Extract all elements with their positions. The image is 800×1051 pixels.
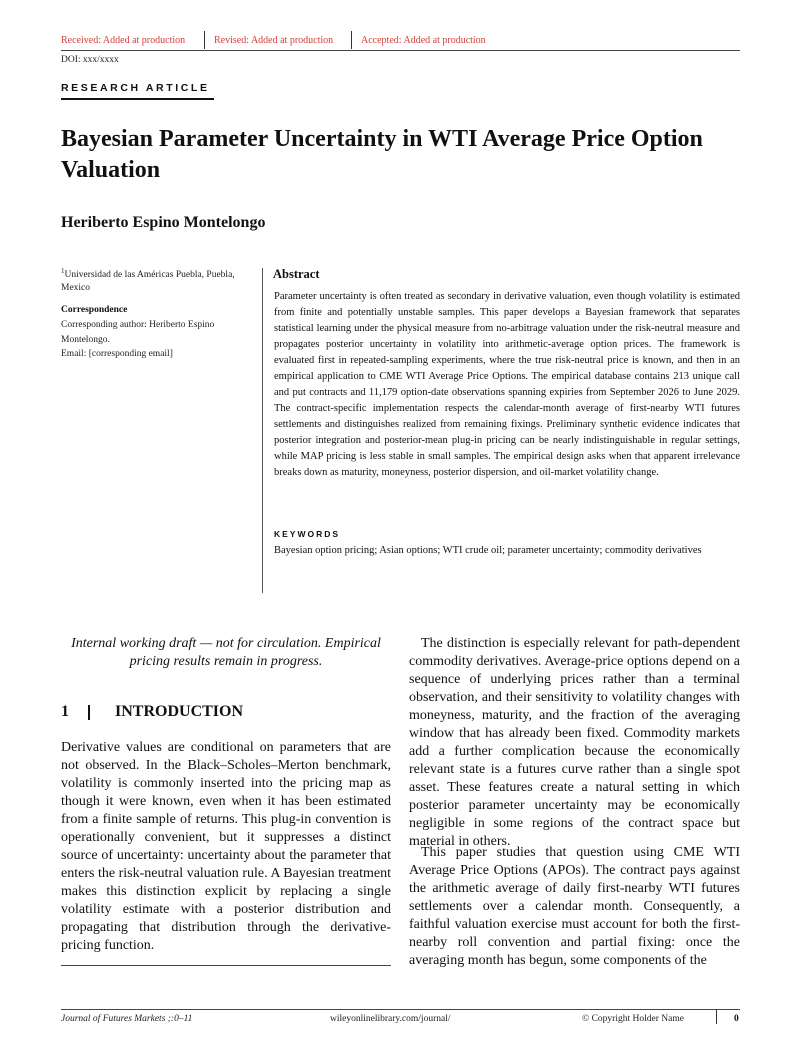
footer-rule [61, 1009, 740, 1010]
affiliation-marker: 1 [61, 267, 65, 275]
affiliation-text: Universidad de las Américas Puebla, Puebla, Mexico [61, 270, 235, 294]
affiliation [61, 265, 256, 295]
corresponding-author: Corresponding author: Heriberto Espino Montelongo. [61, 320, 215, 345]
intro-paragraph-1: Derivative values are conditional on parameters that are not observed. In the Black–Scholes–Merton benchmark, volatility is commonly inserted into the pricing map as though it were known, even when it has been estimated from a finite sample of returns. This plug-in convention is operationally convenient, but it suppresses a distinct source of uncertainty: uncertainty about the parameter that enters the risk-neutral valuation rule. A Bayesian treatment makes this distinction explicit by replacing a single volatility estimate with a posterior distribution and propagating that distribution through the derivative-pricing function. [61, 740, 391, 953]
article-type: RESEARCH ARTICLE [61, 82, 210, 94]
copyright: © Copyright Holder Name [582, 1014, 684, 1024]
abstract-heading: Abstract [273, 267, 320, 281]
abstract-divider [262, 268, 263, 593]
keywords-heading: KEYWORDS [274, 529, 341, 539]
publication-dates [61, 31, 740, 51]
paper-title: Bayesian Parameter Uncertainty in WTI Average Price Option Valuation [61, 126, 703, 183]
corresponding-email: Email: [corresponding email] [61, 349, 173, 359]
date-divider [351, 31, 352, 49]
correspondence-block [61, 318, 256, 362]
header-rule [61, 50, 740, 51]
page-number: 0 [734, 1014, 739, 1024]
section-divider [88, 705, 90, 720]
correspondence-heading: Correspondence [61, 305, 128, 315]
author-name: Heriberto Espino Montelongo [61, 214, 266, 231]
article-type-underline [61, 98, 214, 100]
accepted-date: Accepted: Added at production [361, 35, 486, 46]
abstract-text: Parameter uncertainty is often treated as secondary in derivative valuation, even though volatility is estimated from finite and potentially unstable samples. This paper develops a Bayesian framework that separates statistical learning under the physical measure from no-arbitrage valuation under the risk-neutral measure and propagates posterior uncertainty in volatility into arithmetic-average option prices. The framework is evaluated first in repeated-sampling experiments, where the true risk-neutral price is known, and then in an empirical application to CME WTI Average Price Options. The empirical database contains 213 unique call and put contracts and 11,179 option-date observations spanning expiries from September 2026 to June 2029. The contract-specific implementation respects the calendar-month average of first-nearby WTI futures settlements and distinguishes realized from remaining fixings. Preliminary synthetic evidence indicates that posterior integration and posterior-mean plug-in pricing can be nearly indistinguishable in regular settings, while MAP pricing is less stable in small samples. The empirical design asks when that apparent irrelevance breaks down as maturity, moneyness, posterior dispersion, and oil-market volatility change. [274, 291, 740, 478]
date-divider [204, 31, 205, 49]
column-end-rule [61, 965, 391, 966]
section-title: INTRODUCTION [115, 703, 244, 720]
doi: DOI: xxx/xxxx [61, 55, 119, 65]
footer-divider [716, 1010, 717, 1024]
revised-date: Revised: Added at production [214, 35, 334, 46]
intro-paragraph-2: The distinction is especially relevant for path-dependent commodity derivatives. Average-price options depend on a sequence of underlying prices rather than a terminal observation, and their sensitivity to volatility changes with moneyness, maturity, and the fraction of the averaging window that has already been fixed. Commodity markets add a further complication because the economically relevant state is a futures curve rather than a single spot asset. These features create a natural setting in which posterior parameter uncertainty may be economically negligible in some regions of the contract space but material in others. [409, 636, 740, 849]
keywords-text: Bayesian option pricing; Asian options; WTI crude oil; parameter uncertainty; commodity derivatives [274, 545, 702, 556]
section-number: 1 [61, 703, 69, 720]
intro-paragraph-3: This paper studies that question using CME WTI Average Price Options (APOs). The contract pays against the arithmetic average of daily first-nearby WTI futures settlements over a calendar month. Consequently, a faithful valuation exercise must account for both the first-nearby roll convention and partial fixing: once the averaging month has begun, some components of the [409, 845, 740, 968]
journal-url: wileyonlinelibrary.com/journal/ [330, 1014, 451, 1024]
journal-name: Journal of Futures Markets ;:0–11 [61, 1014, 193, 1024]
received-date: Received: Added at production [61, 35, 186, 46]
draft-note: Internal working draft — not for circulation. Empirical pricing results remain in progress. [71, 636, 381, 669]
